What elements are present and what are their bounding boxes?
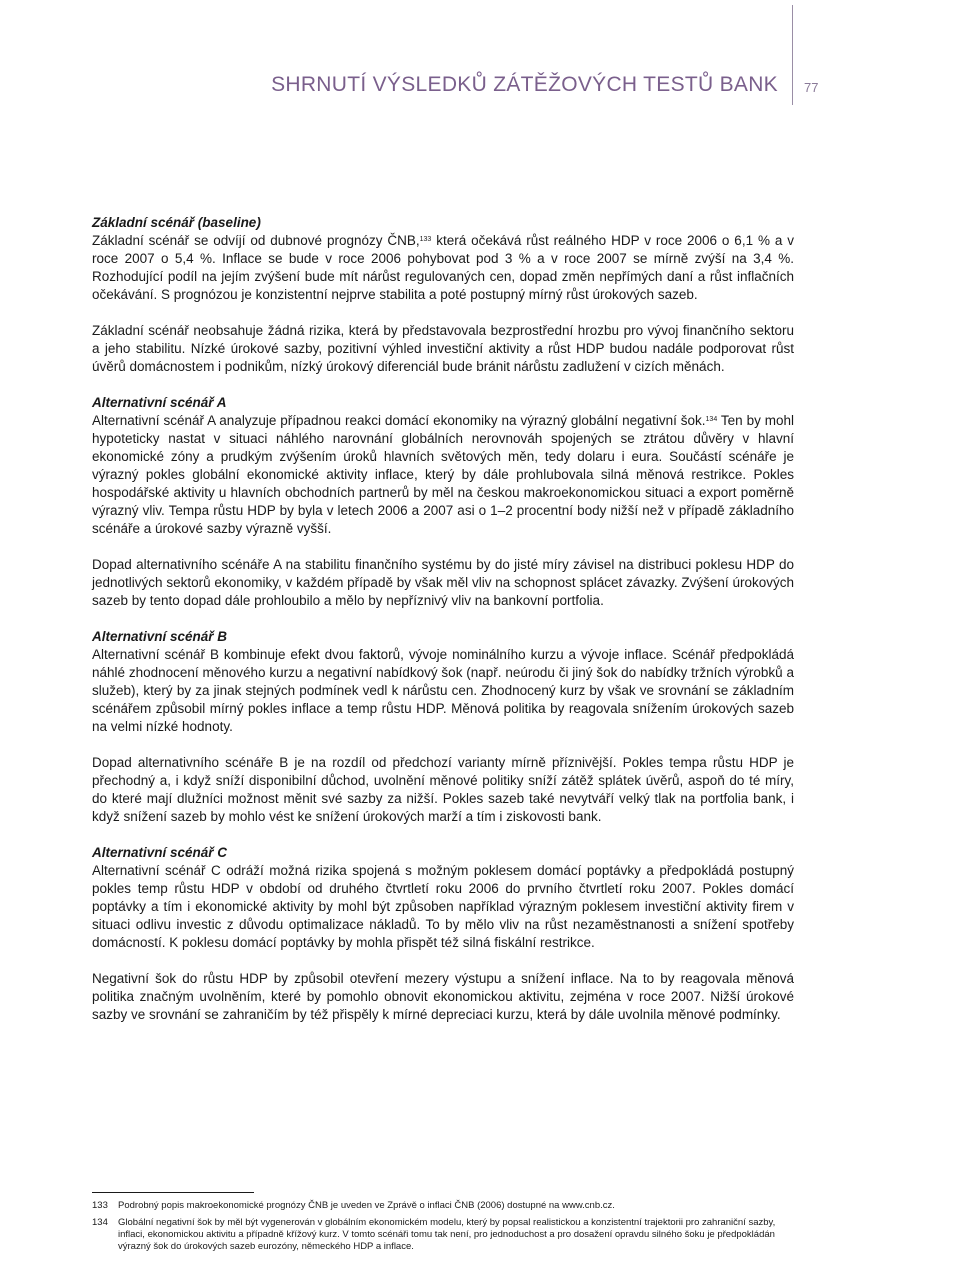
paragraph bbox=[92, 232, 794, 304]
main-content bbox=[92, 214, 794, 1042]
section-alternative-b bbox=[92, 628, 794, 826]
paragraph-text: Ten by mohl hypoteticky nastat v situaci náhlého narovnání globálních nerovnováh spojených se ztrátou důvěry v hlavní ekonomické zóny a prudkým zvýšením úroků hlavních světových měn, tedy dolaru i eura. Součástí scénáře je výrazný pokles globální ekonomické aktivity inflace, který by dále prohlubovala silná měnová restrikce. Pokles hospodářské aktivity u hlavních obchodních partnerů by měl na českou makroekonomickou situaci a export poměrně výrazný vliv. Tempa růstu HDP by byla v letech 2006 a 2007 asi o 1–2 procentní body nižší než v případě základního scénáře a úrokové sazby výrazně vyšší. bbox=[92, 413, 794, 536]
section-baseline bbox=[92, 214, 794, 376]
section-heading: Alternativní scénář A bbox=[92, 395, 227, 410]
section-alternative-c bbox=[92, 844, 794, 1024]
paragraph: Alternativní scénář C odráží možná rizika spojená s možným poklesem domácí poptávky a předpokládá postupný pokles temp růstu HDP v období od druhého čtvrtletí roku 2006 do prvního čtvrtletí roku 2007. Pokles domácí poptávky a tím i ekonomické aktivity by mohl být způsoben například výrazným poklesem investiční aktivity firem v situaci odlivu investic z důvodu optimalizace nákladů. To by mělo vliv na růst nezaměstnanosti a snížení spotřeby domácností. K poklesu domácí poptávky by mohla přispět též silná fiskální restrikce. bbox=[92, 863, 794, 950]
paragraph: Dopad alternativního scénáře A na stabilitu finančního systému by do jisté míry závisel na distribuci poklesu HDP do jednotlivých sektorů ekonomiky, v každém případě by však měl vliv na schopnost splácet závazky. Zvýšení úrokových sazeb by tento dopad dále prohloubilo a mělo by nepříznivý vliv na bankovní portfolia. bbox=[92, 557, 794, 608]
paragraph: Alternativní scénář B kombinuje efekt dvou faktorů, vývoje nominálního kurzu a vývoje inflace. Scénář předpokládá náhlé zhodnocení měnového kurzu a negativní nabídkový šok (např. neúrodu či jiný šok do nabídky tržních výrobků a služeb), který by za jinak stejných podmínek vedl k nárůstu cen. Zhodnocený kurz by však ve srovnání se základním scénářem způsobil mírný pokles inflace a temp růstu HDP. Měnová politika by reagovala snížením úrokových sazeb na velmi nízké hodnoty. bbox=[92, 647, 794, 734]
section-heading: Alternativní scénář B bbox=[92, 629, 228, 644]
footnote-ref[interactable]: 134 bbox=[705, 416, 718, 423]
footnote-ref[interactable]: 133 bbox=[419, 236, 432, 243]
section-heading: Základní scénář (baseline) bbox=[92, 215, 261, 230]
section-alternative-a bbox=[92, 394, 794, 610]
footnote-text: Podrobný popis makroekonomické prognózy ČNB je uveden ve Zprávě o inflaci ČNB (2006) dostupné na www.cnb.cz. bbox=[118, 1200, 615, 1211]
footnote bbox=[92, 1200, 794, 1212]
footnote bbox=[92, 1217, 794, 1253]
header-divider bbox=[792, 5, 793, 105]
page-number: 77 bbox=[804, 80, 819, 95]
paragraph-text: která očekává růst reálného HDP v roce 2006 o 6,1 % a v roce 2007 o 5,4 %. Inflace se bude v roce 2006 pohybovat pod 3 % a v roce 2007 se mírně zvýší na 3,4 %. Rozhodující podíl na jejím zvýšení bude mít nárůst regulovaných cen, dopad změn nepřímých daní a růst inflačních očekávání. S prognózou je konzistentní nejprve stabilita a poté postupný mírný růst úrokových sazeb. bbox=[92, 233, 794, 302]
paragraph-text: Alternativní scénář A analyzuje případnou reakci domácí ekonomiky na výrazný globální negativní šok. bbox=[92, 413, 706, 428]
paragraph bbox=[92, 412, 794, 538]
paragraph-text: Základní scénář se odvíjí od dubnové prognózy ČNB, bbox=[92, 233, 420, 248]
footnote-number: 133 bbox=[92, 1200, 108, 1211]
footnotes bbox=[92, 1200, 794, 1258]
chapter-title: SHRNUTÍ VÝSLEDKŮ ZÁTĚŽOVÝCH TESTŮ BANK bbox=[271, 73, 778, 96]
section-heading: Alternativní scénář C bbox=[92, 845, 228, 860]
footnote-text: Globální negativní šok by měl být vygenerován v globálním ekonomickém modelu, který by popsal realistickou a konzistentní trajektorii pro zahraniční sazby, inflaci, ekonomickou aktivitu a případně křížový kurz. V tomto scénáři tomu tak není, pro jednoduchost a pro dosažení opravdu silného šoku je předpokládán výrazný šok do úrokových sazeb eurozóny, německého HDP a inflace. bbox=[118, 1217, 776, 1252]
paragraph: Negativní šok do růstu HDP by způsobil otevření mezery výstupu a snížení inflace. Na to by reagovala měnová politika značným uvolněním, které by pomohlo obnovit ekonomickou aktivitu, zejména v roce 2007. Nižší úrokové sazby ve srovnání se zahraničím by též přispěly k mírné depreciaci kurzu, která by dále uvolnila měnové podmínky. bbox=[92, 971, 794, 1022]
footnote-number: 134 bbox=[92, 1217, 108, 1228]
paragraph: Dopad alternativního scénáře B je na rozdíl od předchozí varianty mírně příznivější. Pokles tempa růstu HDP je přechodný a, i když sníží disponibilní důchod, uvolnění měnové politiky sníží zátěž splátek úvěrů, aspoň do té míry, do které mají dlužníci možnost měnit své sazby za nižší. Pokles sazeb také nevytváří velký tlak na portfolia bank, i když snížení sazeb by mohlo vést ke snížení úrokových marží a tím i ziskovosti bank. bbox=[92, 755, 794, 824]
paragraph: Základní scénář neobsahuje žádná rizika, která by představovala bezprostřední hrozbu pro vývoj finančního sektoru a jeho stabilitu. Nízké úrokové sazby, pozitivní výhled investiční aktivity a růst HDP budou nadále podporovat růst úvěrů domácnostem i podnikům, nízký úrokový diferenciál bude bránit nárůstu zadlužení v cizích měnách. bbox=[92, 323, 794, 374]
footnote-divider bbox=[92, 1192, 254, 1193]
